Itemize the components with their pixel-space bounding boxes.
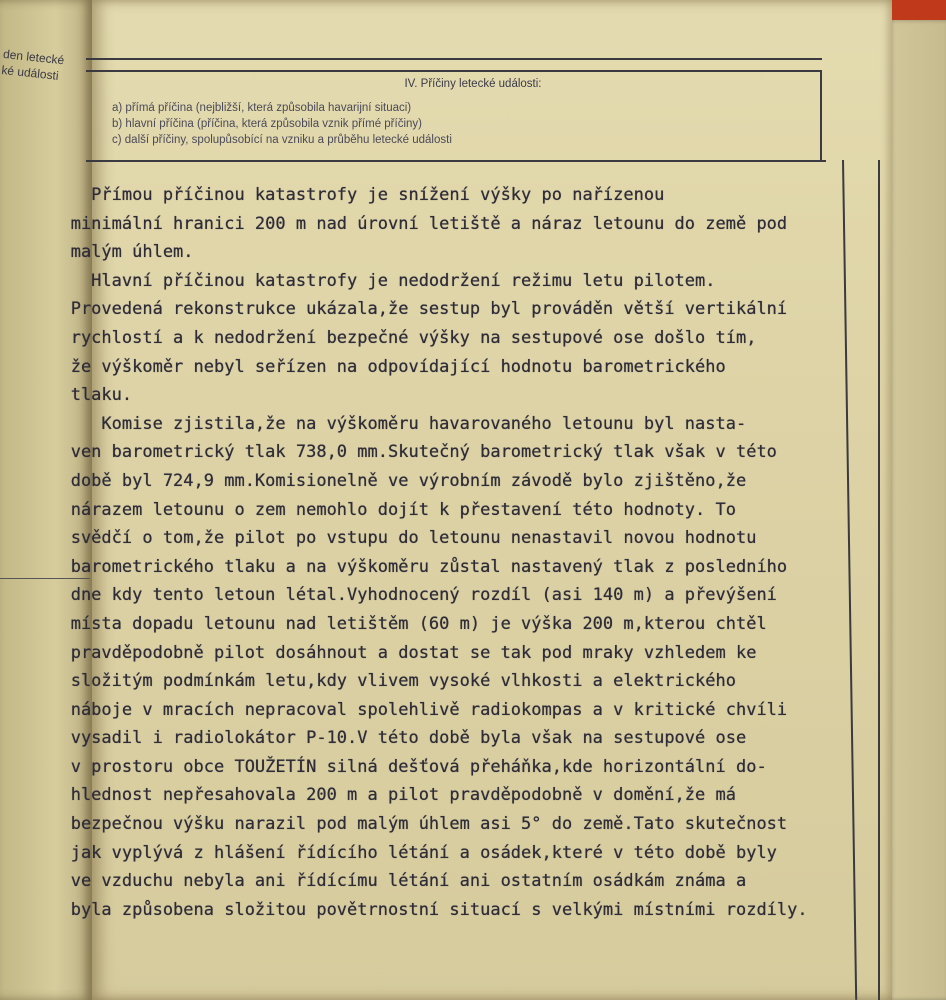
body-line: rychlostí a k nedodržení bezpečné výšky na sestupové ose došlo tím, xyxy=(40,327,757,348)
body-line: minimální hranici 200 m nad úrovní letiště a náraz letounu do země pod xyxy=(40,213,788,234)
body-line: místa dopadu letounu nad letištěm (60 m) je výška 200 m,kterou chtěl xyxy=(40,613,767,634)
body-line: době byl 724,9 mm.Komisionelně ve výrobním závodě bylo zjištěno,že xyxy=(40,470,747,491)
body-line: dne kdy tento letoun létal.Vyhodnocený rozdíl (asi 140 m) a převýšení xyxy=(40,585,777,606)
body-line: v prostoru obce TOUŽETÍN silná dešťová přeháňka,kde horizontální do- xyxy=(40,756,767,777)
form-header-top-rule xyxy=(86,70,822,72)
section-item-a: a) přímá příčina (nejbližší, která způsobila havarijní situaci) xyxy=(112,102,412,114)
body-line: že výškoměr nebyl seřízen na odpovídající hodnotu barometrického xyxy=(40,356,726,377)
body-line: nárazem letounu o zem nemohlo dojít k přestavení této hodnoty. To xyxy=(40,499,736,520)
body-line: Provedená rekonstrukce ukázala,že sestup byl prováděn větší vertikální xyxy=(40,299,788,320)
left-margin-line-1: den letecké xyxy=(2,46,65,68)
section-item-list xyxy=(112,100,452,148)
body-line: Přímou příčinou katastrofy je snížení výšky po nařízenou xyxy=(40,185,665,205)
body-line: barometrického tlaku a na výškoměru zůstal nastavený tlak z posledního xyxy=(40,556,788,577)
typewritten-body xyxy=(40,181,920,924)
body-line: tlaku. xyxy=(40,385,133,406)
body-line: svědčí o tom,že pilot po vstupu do letounu nenastavil novou hodnotu xyxy=(40,528,757,549)
form-header-bottom-rule xyxy=(86,160,826,162)
body-line: bezpečnou výšku narazil pod malým úhlem asi 5° do země.Tato skutečnost xyxy=(40,814,788,835)
section-item-b: b) hlavní příčina (příčina, která způsobila vznik přímé příčiny) xyxy=(112,118,422,130)
body-line: hlednost nepřesahovala 200 m a pilot pravděpodobně v domění,že má xyxy=(40,785,736,806)
body-line: ve vzduchu nebyla ani řídícímu létání ani ostatním osádkám známa a xyxy=(40,871,747,892)
body-line: složitým podmínkám letu,kdy vlivem vysoké vlhkosti a elektrického xyxy=(40,671,736,692)
form-top-rule xyxy=(86,58,822,60)
body-line: Komise zjistila,že na výškoměru havarovaného letounu byl nasta- xyxy=(40,413,747,434)
body-line: náboje v mracích nepracoval spolehlivě radiokompas a v kritické chvíli xyxy=(40,699,788,720)
body-line: malým úhlem. xyxy=(40,242,194,263)
section-item-c: c) další příčiny, spolupůsobící na vzniku a průběhu letecké události xyxy=(112,134,452,146)
body-line: jak vyplývá z hlášení řídícího létání a osádek,které v této době byly xyxy=(40,842,777,863)
body-line: vysadil i radiolokátor P-10.V této době byla však na sestupové ose xyxy=(40,728,747,749)
body-line: pravděpodobně pilot dosáhnout a dostat se tak pod mraky vzhledem ke xyxy=(40,642,757,663)
body-line: Hlavní příčinou katastrofy je nedodržení režimu letu pilotem. xyxy=(40,270,716,291)
left-margin-line-2: ké události xyxy=(0,62,60,83)
body-line: ven barometrický tlak 738,0 mm.Skutečný barometrický tlak však v této xyxy=(40,442,777,463)
section-title: IV. Příčiny letecké události: xyxy=(404,78,542,90)
body-line: byla způsobena složitou povětrnostní situací s velkými místními rozdíly. xyxy=(40,899,808,920)
